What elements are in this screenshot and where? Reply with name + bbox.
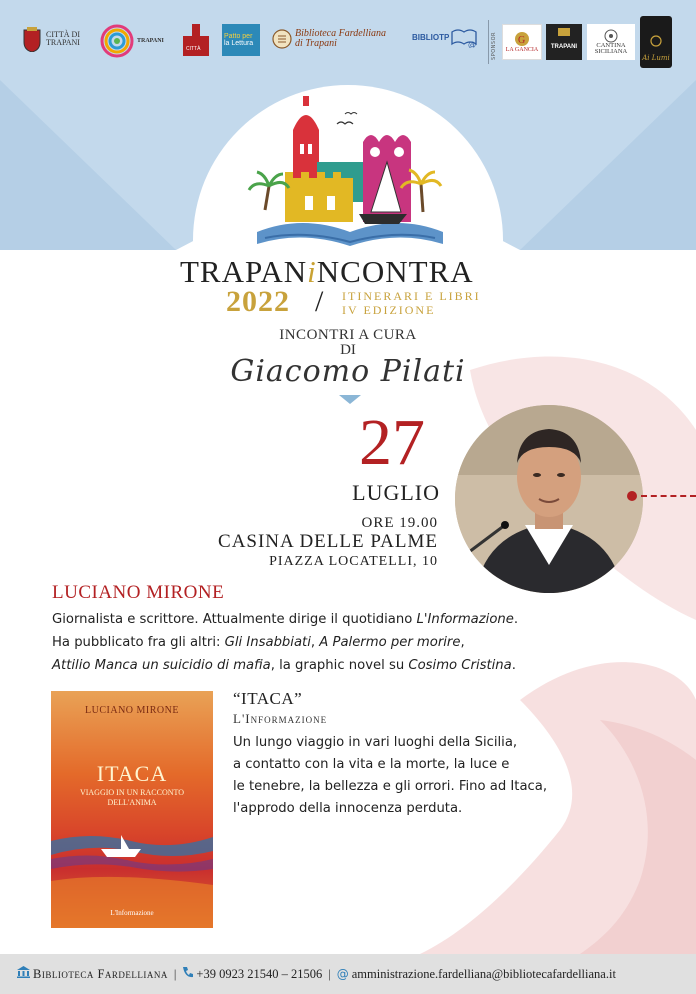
patto-line2: la Lettura bbox=[224, 40, 254, 47]
patto-line1: Patto per bbox=[224, 33, 253, 40]
coat-of-arms-icon bbox=[22, 26, 42, 52]
trapani-2022-logo bbox=[100, 24, 164, 58]
book-description bbox=[233, 732, 653, 820]
down-triangle-icon bbox=[339, 395, 361, 404]
footer-separator-1: | bbox=[173, 966, 177, 981]
ai-lumi-text: Ai Lumi bbox=[642, 54, 670, 62]
svg-text:@: @ bbox=[468, 40, 477, 48]
trapani-box-mark bbox=[558, 28, 570, 36]
citta-line2: TRAPANI bbox=[46, 38, 80, 47]
trapani-box-text: TRAPANI bbox=[550, 44, 578, 50]
event-address: PIAZZA LOCATELLI, 10 bbox=[269, 554, 438, 569]
author-bio bbox=[52, 608, 652, 677]
cover-publisher: L'Informazione bbox=[110, 909, 154, 917]
bio-line1: Giornalista e scrittore. Attualmente dirige il quotidiano L'Informazione. bbox=[52, 612, 519, 627]
cantina-line1: CANTINA bbox=[596, 41, 626, 49]
lamp-icon bbox=[649, 34, 663, 48]
book-desc-line4: l'approdo della innocenza perduta. bbox=[233, 801, 463, 816]
curator-signature: Giacomo Pilati bbox=[230, 354, 466, 389]
cantina-siciliana-logo bbox=[587, 24, 635, 60]
mandala-icon bbox=[100, 24, 134, 58]
bibliotp-text: BIBLIOTP bbox=[412, 32, 450, 42]
book-desc-line3: le tenebre, la bellezza e gli orrori. Fino ad Itaca, bbox=[233, 779, 548, 794]
title-i: i bbox=[307, 254, 317, 289]
curated-by-line1: INCONTRI A CURA bbox=[279, 327, 417, 343]
cover-subtitle-line2: DELL'ANIMA bbox=[107, 798, 157, 807]
book-desc-line1: Un lungo viaggio in vari luoghi della Sicilia, bbox=[233, 735, 518, 750]
title-slash: / bbox=[315, 285, 324, 318]
curated-by-line2: DI bbox=[340, 342, 356, 358]
footer-library-name: Biblioteca Fardelliana bbox=[33, 966, 168, 981]
library-seal-icon bbox=[272, 28, 292, 50]
email-at-icon: @ bbox=[336, 967, 349, 981]
event-month: LUGLIO bbox=[352, 480, 440, 505]
event-day: 27 bbox=[359, 406, 425, 479]
event-venue: CASINA DELLE PALME bbox=[218, 531, 438, 552]
trapani-box-logo bbox=[546, 24, 582, 60]
ai-lumi-logo bbox=[640, 16, 672, 68]
citta-trapani-logo bbox=[22, 26, 80, 52]
bio-line3: Attilio Manca un suicidio di mafia, la graphic novel su Cosimo Cristina. bbox=[52, 658, 516, 673]
author-photo bbox=[455, 405, 643, 593]
svg-text:G: G bbox=[518, 35, 526, 46]
citta-box-logo bbox=[183, 24, 209, 56]
cover-title: ITACA bbox=[96, 761, 168, 786]
gancia-g-icon bbox=[514, 31, 530, 47]
gancia-text: LA GANCIA bbox=[505, 47, 539, 53]
festival-edition: IV EDIZIONE bbox=[342, 303, 436, 317]
festival-year: 2022 bbox=[226, 285, 290, 318]
sponsor-label: SPONSOR bbox=[491, 32, 497, 60]
book-cover bbox=[51, 691, 213, 928]
la-gancia-logo bbox=[502, 24, 542, 60]
citta-line1: CITTÀ DI bbox=[46, 29, 80, 39]
book-title: “ITACA” bbox=[233, 689, 303, 708]
fardelliana-logo bbox=[272, 28, 386, 50]
sponsor-divider bbox=[488, 20, 489, 64]
patto-lettura-logo bbox=[222, 24, 260, 56]
title-part1: TRAPAN bbox=[180, 254, 308, 289]
cover-subtitle-line1: VIAGGIO IN UN RACCONTO bbox=[79, 788, 185, 797]
festival-illustration bbox=[245, 92, 455, 252]
bio-line2: Ha pubblicato fra gli altri: Gli Insabbiati, A Palermo per morire, bbox=[52, 635, 465, 650]
festival-subtitle: ITINERARI E LIBRI bbox=[342, 289, 481, 303]
open-book-icon bbox=[451, 26, 477, 48]
cover-painting bbox=[51, 691, 213, 928]
accent-dot bbox=[627, 491, 637, 501]
event-time: ORE 19.00 bbox=[361, 515, 438, 531]
footer-email[interactable]: amministrazione.fardelliana@bibliotecafardelliana.it bbox=[351, 966, 616, 981]
fardelliana-line2: di Trapani bbox=[295, 38, 337, 49]
accent-dashed-line bbox=[641, 495, 696, 497]
author-name: LUCIANO MIRONE bbox=[52, 582, 225, 603]
cantina-emblem-icon bbox=[604, 29, 618, 43]
phone-icon bbox=[182, 966, 193, 982]
footer-phone[interactable]: +39 0923 21540 – 21506 bbox=[196, 966, 323, 981]
book-publisher: L'Informazione bbox=[233, 711, 328, 726]
footer-separator-2: | bbox=[328, 966, 331, 981]
author-portrait bbox=[455, 405, 643, 593]
fardelliana-line1: Biblioteca Fardelliana bbox=[295, 27, 387, 39]
library-building-icon bbox=[17, 966, 30, 982]
book-desc-line2: a contatto con la vita e la morte, la luce e bbox=[233, 757, 510, 772]
cover-author: LUCIANO MIRONE bbox=[85, 705, 179, 716]
footer-bar bbox=[0, 954, 696, 994]
citta-box-text: CITTÀ bbox=[186, 46, 201, 52]
logo-bar bbox=[0, 10, 696, 72]
bibliotp-logo bbox=[412, 26, 477, 48]
title-part2: NCONTRA bbox=[316, 254, 474, 289]
cantina-line2: SICILIANA bbox=[594, 48, 628, 55]
trapani2022-text: TRAPANI bbox=[137, 37, 164, 44]
